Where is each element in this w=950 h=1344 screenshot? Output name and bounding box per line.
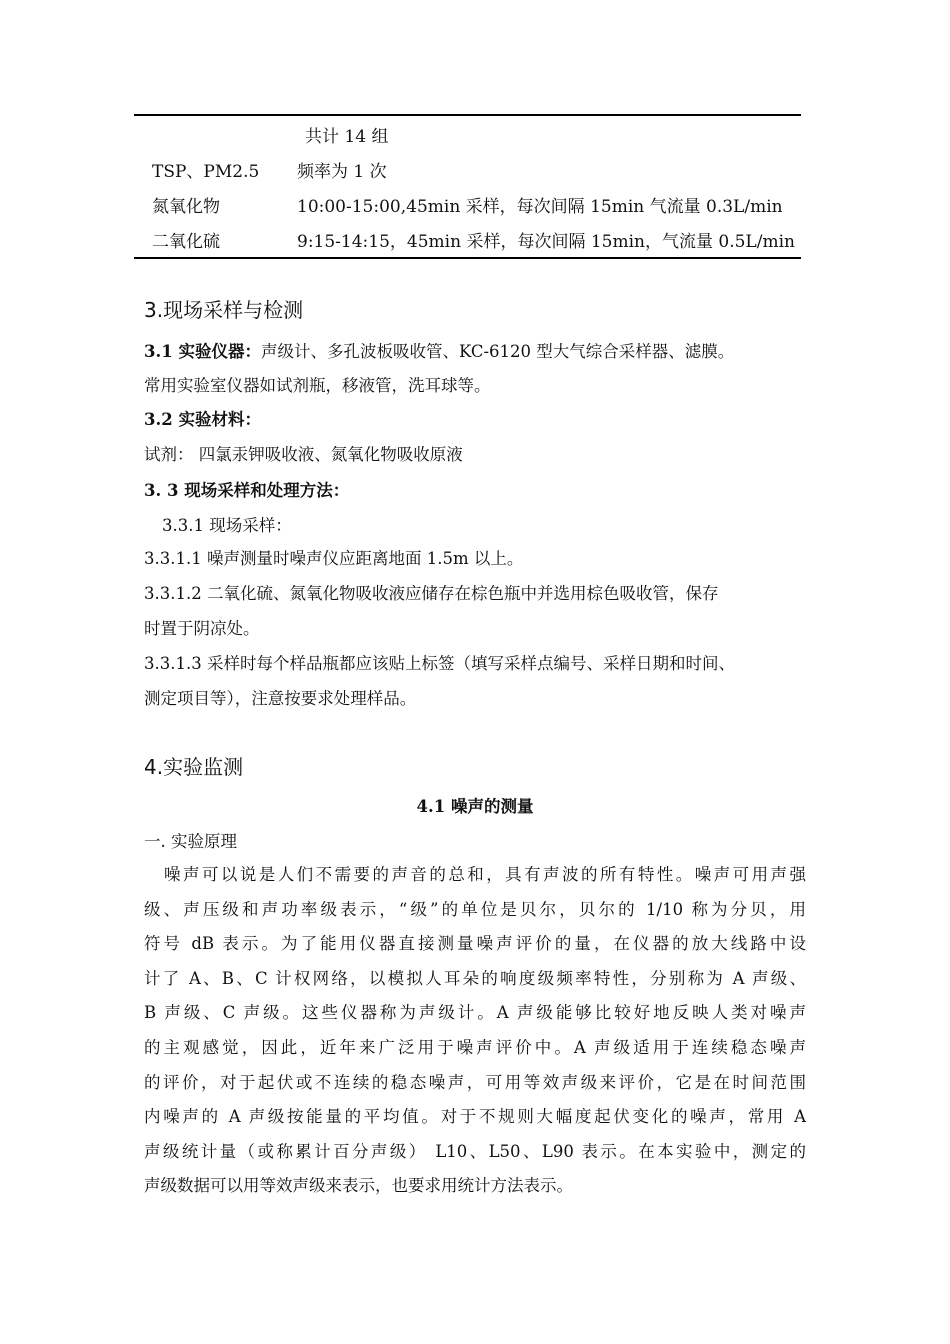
section-3-2-label: 3.2 实验材料： (144, 410, 261, 429)
paragraph-line: 级、声压级和声功率级表示，“级”的单位是贝尔，贝尔的 1/10 称为分贝，用 (144, 899, 806, 919)
paragraph-line: 符号 dB 表示。为了能用仪器直接测量噪声评价的量，在仪器的放大线路中设 (144, 934, 806, 954)
section-3-3-1-2-line2: 时置于阴凉处。 (144, 619, 260, 638)
table-row-2-value: 频率为 1 次 (297, 162, 387, 182)
section-3-3-1-1: 3.3.1.1 噪声测量时噪声仪应距离地面 1.5m 以上。 (144, 549, 524, 568)
paragraph-line: 计了 A、B、C 计权网络，以模拟人耳朵的响度级频率特性，分别称为 A 声级、 (144, 968, 806, 988)
paragraph-line: 声级数据可以用等效声级来表示，也要求用统计方法表示。 (144, 1176, 573, 1196)
paragraph-line: 内噪声的 A 声级按能量的平均值。对于不规则大幅度起伏变化的噪声，常用 A (144, 1107, 806, 1127)
table-row-2-label: TSP、PM2.5 (152, 162, 260, 182)
section-4-1-title: 4.1 噪声的测量 (416, 797, 534, 816)
paragraph-line: 噪声可以说是人们不需要的声音的总和，具有声波的所有特性。噪声可用声强 (164, 865, 806, 884)
paragraph-line: 的评价，对于起伏或不连续的稳态噪声，可用等效声级来评价，它是在时间范围 (144, 1072, 806, 1092)
paragraph-line: 声级统计量（或称累计百分声级） L10、L50、L90 表示。在本实验中，测定的 (144, 1141, 806, 1161)
section-3-1-line2: 常用实验室仪器如试剂瓶，移液管，洗耳球等。 (144, 376, 491, 395)
section-3-3-1-3-line2: 测定项目等），注意按要求处理样品。 (144, 689, 417, 708)
section-3-3-1: 3.3.1 现场采样： (162, 516, 292, 535)
table-top-rule (134, 114, 801, 116)
section-3-1-line (144, 340, 734, 364)
paragraph-line: 的主观感觉，因此，近年来广泛用于噪声评价中。A 声级适用于连续稳态噪声 (144, 1037, 806, 1057)
section-3-heading: 3.现场采样与检测 (144, 298, 304, 322)
table-row-4-label: 二氧化硫 (152, 232, 220, 252)
section-3-3-1-3-line1: 3.3.1.3 采样时每个样品瓶都应该贴上标签（填写采样点编号、采样日期和时间、 (144, 654, 735, 673)
principle-paragraph (144, 858, 806, 1204)
table-row-3-value: 10:00-15:00,45min 采样，每次间隔 15min 气流量 0.3L/min (297, 197, 783, 217)
section-3-1-label: 3.1 实验仪器： (144, 342, 261, 361)
table-bottom-rule (134, 257, 801, 259)
paragraph-line: B 声级、C 声级。这些仪器称为声级计。A 声级能够比较好地反映人类对噪声 (144, 1003, 806, 1023)
section-3-2-text: 试剂： 四氯汞钾吸收液、氮氧化物吸收原液 (144, 445, 463, 464)
section-3-1-text: 声级计、多孔波板吸收管、KC-6120 型大气综合采样器、滤膜。 (260, 342, 735, 361)
section-3-3-1-2-line1: 3.3.1.2 二氧化硫、氮氧化物吸收液应储存在棕色瓶中并选用棕色吸收管，保存 (144, 584, 719, 603)
table-row-3-label: 氮氧化物 (152, 197, 220, 217)
table-row-4-value: 9:15-14:15，45min 采样，每次间隔 15min，气流量 0.5L/min (297, 232, 795, 252)
section-4-heading: 4.实验监测 (144, 755, 244, 779)
principle-heading: 一. 实验原理 (144, 832, 237, 851)
table-row-1-value: 共计 14 组 (305, 127, 389, 147)
section-3-3-label: 3. 3 现场采样和处理方法： (144, 481, 350, 500)
